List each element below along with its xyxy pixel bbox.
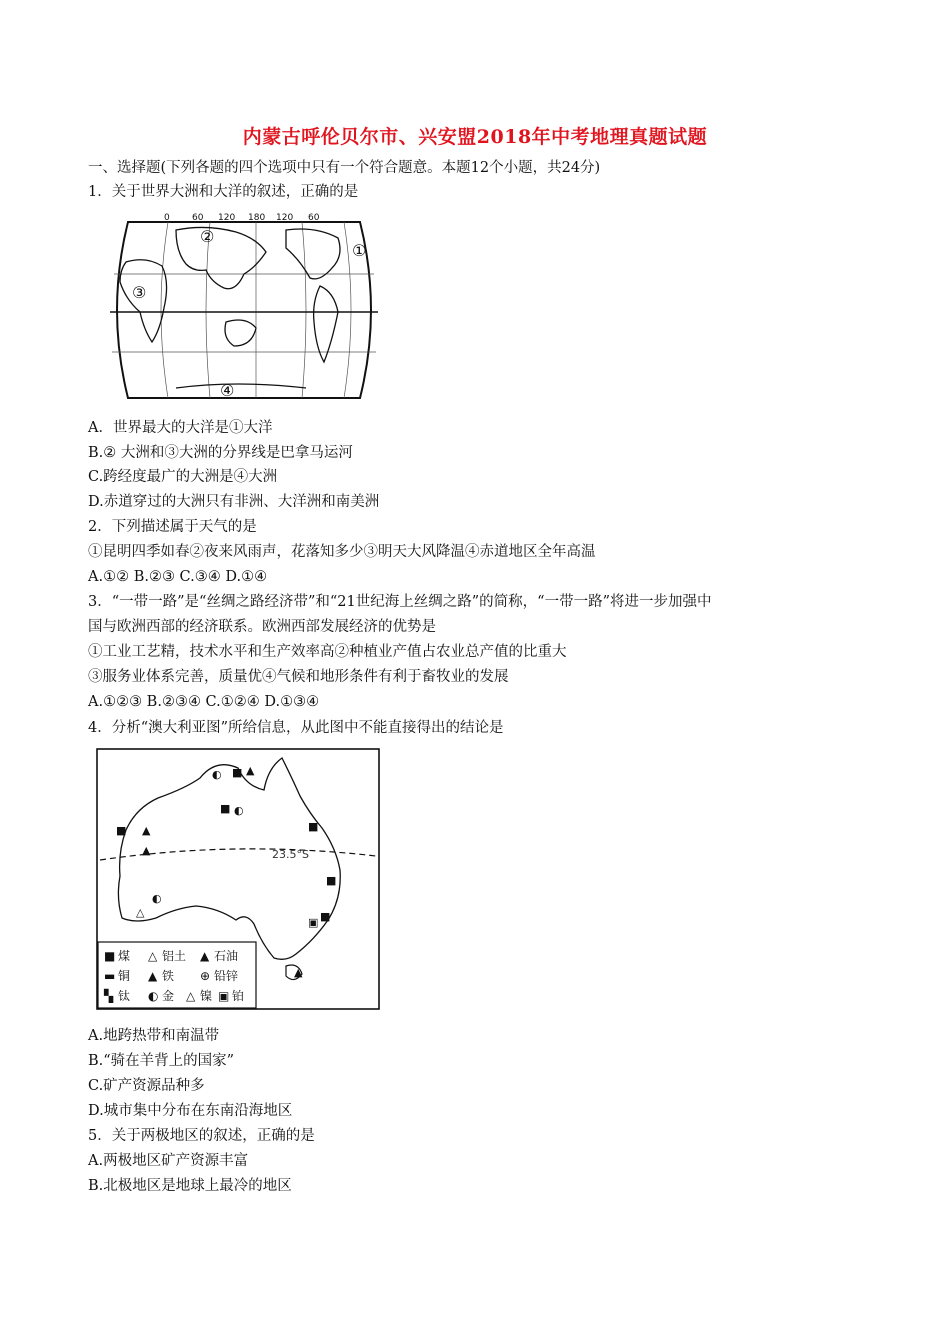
page-title: 内蒙古呼伦贝尔市、兴安盟2018年中考地理真题试题	[242, 126, 708, 148]
legend-symbol: ▲	[148, 969, 158, 983]
q3-statement-1: ①工业工艺精，技术水平和生产效率高②种植业产值占农业总产值的比重大	[88, 644, 567, 660]
section-header: 一、选择题(下列各题的四个选项中只有一个符合题意。本题12个小题，共24分)	[88, 160, 601, 176]
q4-stem: 4．分析“澳大利亚图”所给信息，从此图中不能直接得出的结论是	[88, 720, 504, 736]
q3-stem-line1: 3．“一带一路”是“丝绸之路经济带”和“21世纪海上丝绸之路”的简称，“一带一路”将进一步加强中	[88, 594, 712, 610]
svg-text:◐: ◐	[212, 768, 222, 781]
q4-option-a: A.地跨热带和南温带	[88, 1028, 220, 1044]
svg-text:▲: ▲	[142, 824, 151, 837]
q4-option-b: B.“骑在羊背上的国家”	[88, 1053, 235, 1069]
marker-1: ①	[352, 241, 367, 260]
legend-label: 铁	[162, 969, 175, 983]
svg-text:■: ■	[220, 802, 231, 815]
legend-symbol: ▚	[104, 989, 114, 1003]
q5-stem: 5．关于两极地区的叙述，正确的是	[88, 1128, 315, 1144]
svg-text:■: ■	[326, 874, 337, 887]
svg-text:△: △	[136, 906, 145, 919]
tick-label: 120	[218, 213, 236, 223]
q1-option-c: C.跨经度最广的大洲是④大洲	[88, 469, 278, 485]
legend-symbol: ◐	[148, 989, 159, 1003]
q3-options: A.①②③ B.②③④ C.①②④ D.①③④	[88, 694, 320, 710]
legend-symbol: ▣	[218, 989, 230, 1003]
svg-text:▣: ▣	[308, 916, 319, 929]
legend-symbol: ▬	[104, 969, 116, 983]
q1-option-a: A．世界最大的大洋是①大洋	[88, 420, 273, 436]
q2-stem: 2．下列描述属于天气的是	[88, 519, 257, 535]
legend-symbol: △	[186, 989, 196, 1003]
legend-label: 钛	[118, 989, 131, 1003]
q4-option-c: C.矿产资源品种多	[88, 1078, 205, 1094]
q3-statement-2: ③服务业体系完善，质量优④气候和地形条件有利于畜牧业的发展	[88, 669, 509, 685]
tropic-label: 23.5°S	[272, 848, 309, 861]
svg-text:■: ■	[232, 766, 243, 779]
legend-symbol: ⊕	[200, 969, 211, 983]
q1-option-b: B.② 大洲和③大洲的分界线是巴拿马运河	[88, 445, 353, 461]
svg-text:▲: ▲	[294, 966, 303, 979]
svg-text:■: ■	[320, 910, 331, 923]
marker-3: ③	[132, 283, 147, 302]
svg-text:◐: ◐	[234, 804, 244, 817]
q4-option-d: D.城市集中分布在东南沿海地区	[88, 1103, 293, 1119]
svg-text:■: ■	[308, 820, 319, 833]
legend-label: 石油	[214, 949, 239, 963]
svg-text:▲: ▲	[246, 764, 255, 777]
legend-symbol: ■	[104, 949, 116, 963]
legend-label: 金	[162, 989, 175, 1003]
q1-stem: 1．关于世界大洲和大洋的叙述，正确的是	[88, 184, 359, 200]
q2-options: A.①② B.②③ C.③④ D.①④	[88, 569, 268, 585]
marker-2: ②	[200, 227, 215, 246]
q2-statement: ①昆明四季如春②夜来风雨声，花落知多少③明天大风降温④赤道地区全年高温	[88, 544, 596, 560]
legend-label: 铜	[118, 969, 131, 983]
map-border	[117, 222, 371, 398]
legend-label: 铝土	[162, 949, 187, 963]
legend-label: 铂	[232, 989, 245, 1003]
q3-stem-line2: 国与欧洲西部的经济联系。欧洲西部发展经济的优势是	[88, 619, 436, 635]
q5-option-b: B.北极地区是地球上最冷的地区	[88, 1178, 292, 1194]
svg-text:◐: ◐	[152, 892, 162, 905]
legend-label: 镍	[200, 989, 213, 1003]
legend-symbol: ▲	[200, 949, 210, 963]
marker-4: ④	[220, 381, 235, 400]
tick-label: 60	[308, 213, 320, 223]
legend-label: 煤	[118, 949, 131, 963]
q1-option-d: D.赤道穿过的大洲只有非洲、大洋洲和南美洲	[88, 494, 380, 510]
legend-label: 铅锌	[214, 969, 239, 983]
q5-option-a: A.两极地区矿产资源丰富	[88, 1153, 249, 1169]
world-map-figure	[106, 212, 382, 408]
tick-label: 60	[192, 213, 204, 223]
svg-text:▲: ▲	[142, 844, 151, 857]
australia-map-figure	[96, 748, 380, 1010]
legend-symbol: △	[148, 949, 158, 963]
tick-label: 180	[248, 213, 266, 223]
tick-label: 0	[164, 213, 170, 223]
svg-text:■: ■	[116, 824, 127, 837]
tick-label: 120	[276, 213, 294, 223]
